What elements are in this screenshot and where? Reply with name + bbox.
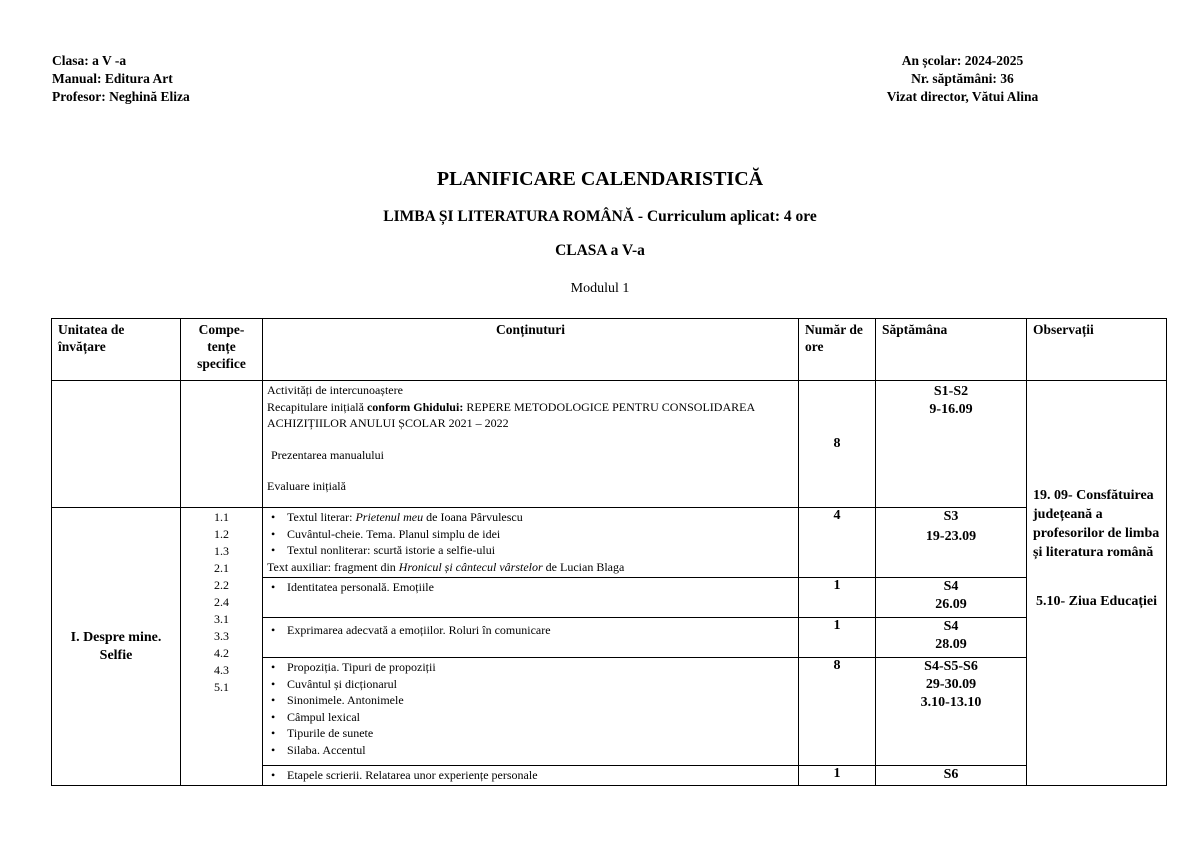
hours-cell: 4: [799, 508, 876, 578]
hours-cell: 1: [799, 578, 876, 618]
director-label: Vizat director, Vătui Alina: [886, 89, 1039, 104]
list-item: • Identitatea personală. Emoțiile: [267, 579, 794, 596]
header-week: Săptămâna: [876, 319, 1027, 381]
table-row: [52, 381, 1167, 508]
content-cell: [263, 766, 799, 786]
subject-title: LIMBA ȘI LITERATURA ROMÂNĂ - Curriculum aplicat: 4 ore: [383, 208, 817, 225]
unit-cell-empty: [52, 381, 181, 508]
content-cell: [263, 381, 799, 508]
header-unit: Unitatea de învățare: [52, 319, 181, 381]
content-line: Prezentarea manualului: [271, 447, 384, 462]
class-label: Clasa: a V -a: [52, 53, 127, 68]
list-item: • Exprimarea adecvată a emoțiilor. Roluri în comunicare: [267, 622, 794, 639]
document-title: PLANIFICARE CALENDARISTICĂ: [436, 168, 764, 190]
table-row: [52, 508, 1167, 578]
competences-cell-empty: [181, 381, 263, 508]
week-cell: S1-S2 9-16.09: [876, 381, 1027, 508]
hours-cell: 1: [799, 766, 876, 786]
list-item: • Cuvântul-cheie. Tema. Planul simplu de idei: [267, 526, 794, 543]
list-item: • Etapele scrierii. Relatarea unor experiențe personale: [267, 767, 794, 784]
week-cell: S4 28.09: [876, 618, 1027, 658]
weeks-count-label: Nr. săptămâni: 36: [911, 71, 1014, 86]
list-item: • Sinonimele. Antonimele: [267, 692, 794, 709]
list-item: • Textul nonliterar: scurtă istorie a selfie-ului: [267, 542, 794, 559]
week-cell: S6: [876, 766, 1027, 786]
school-year-label: An școlar: 2024-2025: [901, 53, 1024, 68]
content-cell: [263, 578, 799, 618]
table-header-row: [52, 319, 1167, 381]
content-line: Evaluare inițială: [267, 479, 346, 493]
list-item: • Silaba. Accentul: [267, 742, 794, 759]
list-item: • Textul literar: Prietenul meu de Ioana Pârvulescu: [267, 509, 794, 526]
observation-item: 5.10- Ziua Educației: [1036, 593, 1157, 609]
content-line: Recapitulare inițială conform Ghidului: REPERE METODOLOGICE PENTRU CONSOLIDAREA ACHIZIȚIILOR ANULUI ȘCOLAR 2021 – 2022: [267, 399, 755, 430]
list-item: • Câmpul lexical: [267, 709, 794, 726]
content-line: Activități de intercunoaștere: [267, 383, 403, 397]
planning-table: [51, 318, 1167, 786]
unit-cell: I. Despre mine. Selfie: [52, 508, 181, 786]
week-cell: S4 26.09: [876, 578, 1027, 618]
class-title: CLASA a V-a: [555, 242, 645, 259]
competences-cell: 1.1 1.2 1.3 2.1 2.2 2.4 3.1 3.3 4.2 4.3 5.1: [181, 508, 263, 786]
observations-cell: [1027, 381, 1167, 786]
header-right: [850, 52, 1075, 106]
list-item: • Propoziția. Tipuri de propoziții: [267, 659, 794, 676]
hours-cell: 8: [799, 381, 876, 508]
header-contents: Conținuturi: [263, 319, 799, 381]
hours-cell: 1: [799, 618, 876, 658]
header-competences: Compe- tențe specifice: [181, 319, 263, 381]
header-hours: Număr de ore: [799, 319, 876, 381]
week-cell: S3 19-23.09: [876, 508, 1027, 578]
header-observations: Observații: [1027, 319, 1167, 381]
content-cell: [263, 658, 799, 766]
hours-cell: 8: [799, 658, 876, 766]
teacher-label: Profesor: Neghină Eliza: [52, 89, 190, 104]
list-item: • Tipurile de sunete: [267, 725, 794, 742]
list-item: • Cuvântul și dicționarul: [267, 676, 794, 693]
textbook-label: Manual: Editura Art: [52, 71, 173, 86]
module-title: Modulul 1: [570, 281, 630, 296]
observation-item: 19. 09- Consfătuirea județeană a profesorilor de limba și literatura română: [1033, 487, 1160, 560]
header-left: [52, 52, 190, 106]
content-cell: [263, 508, 799, 578]
content-cell: [263, 618, 799, 658]
content-line: Text auxiliar: fragment din Hronicul și cântecul vârstelor de Lucian Blaga: [267, 559, 625, 574]
week-cell: S4-S5-S6 29-30.09 3.10-13.10: [876, 658, 1027, 766]
